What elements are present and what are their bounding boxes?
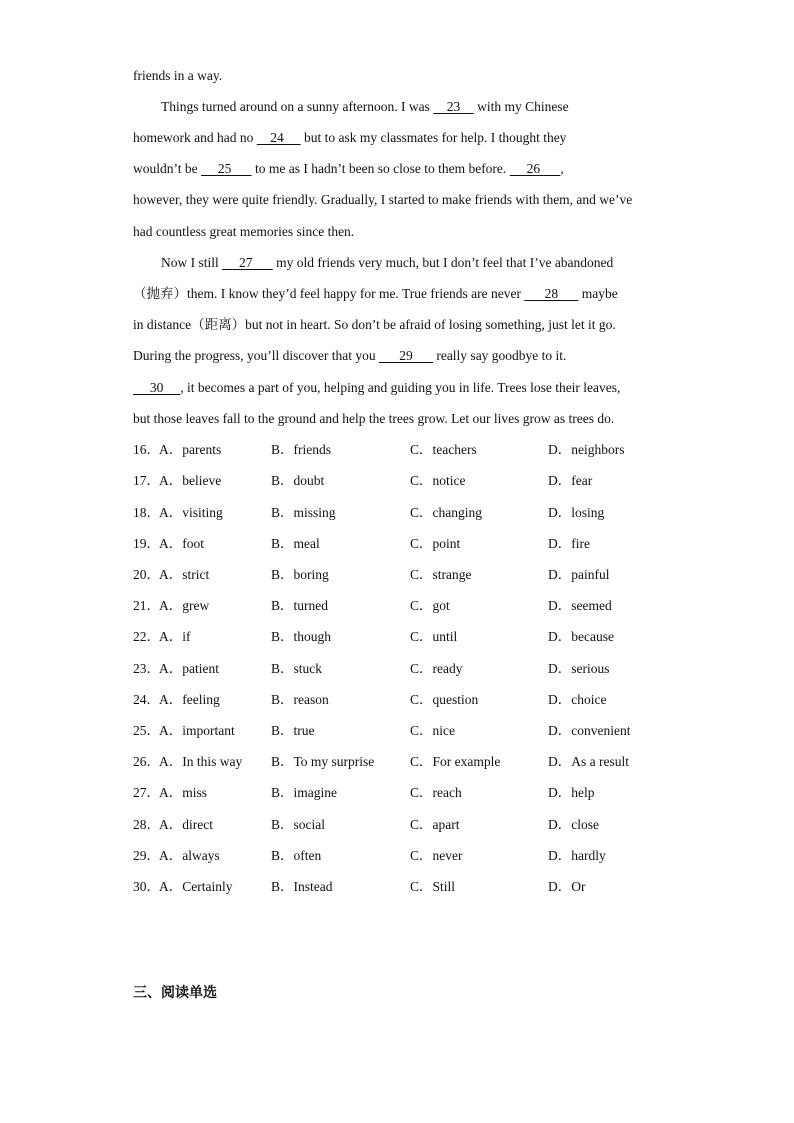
option-b: B．doubt	[271, 473, 325, 488]
text: ,	[560, 161, 564, 176]
passage-line-12: but those leaves fall to the ground and help the trees grow. Let our lives grow as trees do.	[133, 411, 615, 426]
text: maybe	[578, 286, 618, 301]
option-a: A．if	[159, 629, 191, 644]
option-d: D．serious	[548, 661, 610, 676]
option-c: C．got	[410, 598, 450, 613]
passage-line-8	[133, 285, 618, 303]
question-number: 27．	[133, 785, 160, 800]
option-d: D．Or	[548, 879, 586, 894]
option-a: A．strict	[159, 567, 210, 582]
text: wouldn’t be	[133, 161, 201, 176]
option-d: D．convenient	[548, 723, 631, 738]
option-a: A．foot	[159, 536, 204, 551]
option-a: A．feeling	[159, 692, 220, 707]
option-b: B．friends	[271, 442, 331, 457]
text: （抛弃）them. I know they’d feel happy for me. True friends are never	[133, 286, 525, 301]
option-b: B．turned	[271, 598, 328, 613]
option-a: A．In this way	[159, 754, 243, 769]
text: homework and had no	[133, 130, 257, 145]
blank-24: 24	[256, 130, 301, 145]
option-d: D．fire	[548, 536, 590, 551]
option-row	[133, 472, 693, 490]
blank-26: 26	[509, 161, 561, 176]
option-b: B．meal	[271, 536, 320, 551]
text: really say goodbye to it.	[432, 348, 567, 363]
text: with my Chinese	[473, 99, 569, 114]
text: but to ask my classmates for help. I thought they	[300, 130, 567, 145]
option-b: B．stuck	[271, 661, 323, 676]
blank-30: 30	[133, 380, 181, 395]
option-row	[133, 878, 693, 896]
passage-line-11	[133, 379, 620, 397]
option-c: C．reach	[410, 785, 462, 800]
text: During the progress, you’ll discover that you	[133, 348, 379, 363]
option-a: A．direct	[159, 817, 213, 832]
option-d: D．painful	[548, 567, 610, 582]
option-b: B．imagine	[271, 785, 337, 800]
option-c: C．nice	[410, 723, 455, 738]
option-b: B．reason	[271, 692, 329, 707]
question-number: 16．	[133, 442, 160, 457]
passage-line-7	[161, 254, 613, 272]
option-b: B．true	[271, 723, 315, 738]
passage-line-3	[133, 129, 566, 147]
option-a: A．important	[159, 723, 235, 738]
option-c: C．notice	[410, 473, 466, 488]
option-row	[133, 597, 693, 615]
option-d: D．help	[548, 785, 595, 800]
passage-line-10	[133, 347, 566, 365]
option-b: B．often	[271, 848, 322, 863]
blank-27: 27	[222, 255, 273, 270]
blank-28: 28	[524, 286, 579, 301]
question-number: 17．	[133, 473, 160, 488]
text: to me as I hadn’t been so close to them before.	[251, 161, 510, 176]
option-row	[133, 784, 693, 802]
option-c: C．Still	[410, 879, 456, 894]
question-number: 25．	[133, 723, 160, 738]
option-d: D．because	[548, 629, 614, 644]
option-a: A．patient	[159, 661, 219, 676]
section-heading: 三、阅读单选	[133, 985, 217, 1001]
question-number: 18．	[133, 505, 160, 520]
option-c: C．apart	[410, 817, 460, 832]
option-b: B．Instead	[271, 879, 333, 894]
option-row	[133, 441, 693, 459]
option-c: C．changing	[410, 505, 482, 520]
option-row	[133, 847, 693, 865]
option-d: D．neighbors	[548, 442, 625, 457]
passage-line-9: in distance（距离）but not in heart. So don’t be afraid of losing something, just let it go.	[133, 317, 616, 332]
question-number: 26．	[133, 754, 160, 769]
option-row	[133, 816, 693, 834]
option-c: C．teachers	[410, 442, 477, 457]
question-number: 30．	[133, 879, 160, 894]
passage-line-2	[161, 98, 569, 116]
option-c: C．never	[410, 848, 463, 863]
question-number: 29．	[133, 848, 160, 863]
option-a: A．grew	[159, 598, 210, 613]
option-a: A．Certainly	[159, 879, 233, 894]
text: Things turned around on a sunny afternoon. I was	[161, 99, 434, 114]
passage-line-6: had countless great memories since then.	[133, 224, 355, 239]
option-d: D．losing	[548, 505, 605, 520]
option-a: A．visiting	[159, 505, 223, 520]
option-b: B．missing	[271, 505, 336, 520]
option-c: C．strange	[410, 567, 472, 582]
option-row	[133, 566, 693, 584]
option-row	[133, 691, 693, 709]
question-number: 23．	[133, 661, 160, 676]
blank-25: 25	[201, 161, 252, 176]
option-a: A．miss	[159, 785, 208, 800]
option-row	[133, 660, 693, 678]
question-number: 20．	[133, 567, 160, 582]
text: , it becomes a part of you, helping and guiding you in life. Trees lose their leaves,	[180, 380, 621, 395]
option-row	[133, 535, 693, 553]
option-c: C．point	[410, 536, 461, 551]
option-c: C．question	[410, 692, 479, 707]
option-row	[133, 722, 693, 740]
option-row	[133, 504, 693, 522]
option-c: C．until	[410, 629, 458, 644]
passage-line-4	[133, 160, 564, 178]
option-b: B．boring	[271, 567, 329, 582]
option-b: B．though	[271, 629, 332, 644]
option-row	[133, 753, 693, 771]
question-number: 19．	[133, 536, 160, 551]
option-c: C．For example	[410, 754, 501, 769]
question-number: 24．	[133, 692, 160, 707]
option-a: A．believe	[159, 473, 222, 488]
option-d: D．hardly	[548, 848, 606, 863]
option-b: B．To my surprise	[271, 754, 375, 769]
option-d: D．As a result	[548, 754, 629, 769]
option-row	[133, 628, 693, 646]
passage-line-1: friends in a way.	[133, 68, 223, 83]
text: Now I still	[161, 255, 223, 270]
option-b: B．social	[271, 817, 325, 832]
blank-29: 29	[378, 348, 433, 363]
option-d: D．choice	[548, 692, 607, 707]
option-d: D．seemed	[548, 598, 612, 613]
blank-23: 23	[433, 99, 474, 114]
question-number: 22．	[133, 629, 160, 644]
question-number: 21．	[133, 598, 160, 613]
passage-line-5: however, they were quite friendly. Gradually, I started to make friends with them, and we’ve	[133, 192, 633, 207]
option-a: A．parents	[159, 442, 222, 457]
option-d: D．close	[548, 817, 599, 832]
option-d: D．fear	[548, 473, 593, 488]
option-a: A．always	[159, 848, 220, 863]
question-number: 28．	[133, 817, 160, 832]
text: my old friends very much, but I don’t feel that I’ve abandoned	[272, 255, 614, 270]
option-c: C．ready	[410, 661, 463, 676]
